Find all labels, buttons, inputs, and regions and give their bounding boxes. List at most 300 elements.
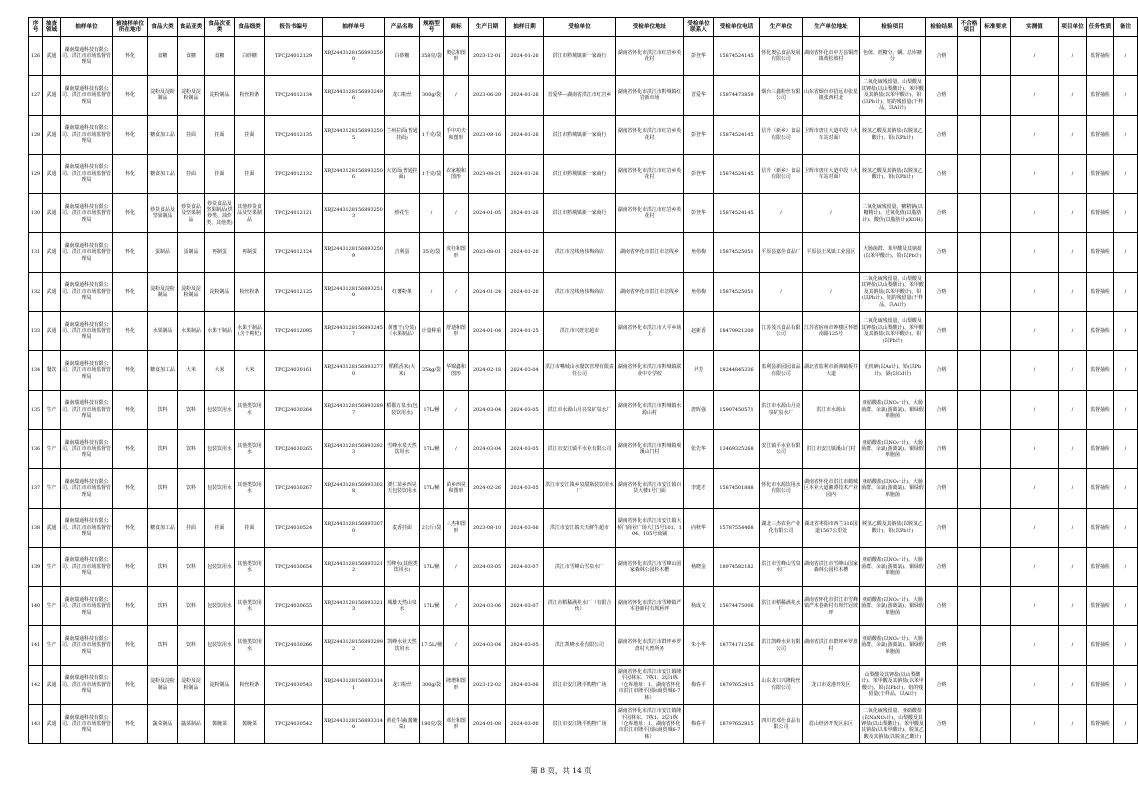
table-row [29,626,1138,665]
table-cell: 湖南省怀化市洪江市红岩乡英花村 [616,115,684,154]
column-header: 产品名称 [385,18,420,37]
table-cell: 湖南瑞通科技有限公司、洪江市市场监督管理局 [61,312,113,351]
table-cell: 隆增和图形 [444,665,469,704]
table-cell: 洪江市黔城镇新一家商行 [544,194,616,233]
table-cell: 糖食加工品 [148,115,178,154]
table-cell: 监督抽检 [1087,154,1114,193]
table-cell: 彭登华 [684,37,714,76]
table-cell: XBJ24431281568933070 [323,508,385,547]
table-cell: 湖南瑞通科技有限公司、洪江市市场监督管理局 [61,390,113,429]
table-cell: 怀化 [113,272,148,311]
table-cell: / [1059,154,1087,193]
table-cell: XBJ24431281568932457 [323,312,385,351]
table-cell [958,312,981,351]
table-cell: 湖南瑞通科技有限公司、洪江市市场监督管理局 [61,76,113,115]
table-row [29,115,1138,154]
table-cell: 135 [29,390,43,429]
table-cell: 洪江市安江镇平水业有限公司 [544,429,616,468]
table-cell: 湖南省怀化市洪江市黔城镇红岩新市场 [616,76,684,115]
table-cell [981,154,1011,193]
table-cell: 15787554468 [714,508,760,547]
table-cell: 湖南瑞通科技有限公司、洪江市市场监督管理局 [61,272,113,311]
table-cell: 食糖 [148,37,178,76]
table-cell: 包装饮用水 [205,469,235,508]
table-cell: 18797652815 [714,705,760,744]
table-cell: 彭登华 [684,194,714,233]
table-cell: 雪峰水泉天然饮用水 [385,429,420,468]
table-cell: 300g/袋 [420,665,444,704]
table-cell: / [1059,351,1087,390]
table-cell: 怀化市水源饮用水有限公司 [760,469,803,508]
table-cell: 凯峰水业天然饮用水 [385,626,420,665]
table-cell: 洪江凯峰水业有限公司 [544,626,616,665]
table-cell: 2024-01-26 [506,194,544,233]
table-cell [958,154,981,193]
table-cell: / [1114,272,1138,311]
table-cell: 130 [29,194,43,233]
table-cell: 湖南省怀化市洪江市群坪乡罗盘村大曾所务 [616,626,684,665]
table-cell: 雪峰水(其他类饮用水) [385,547,420,586]
table-cell: 合格 [926,665,958,704]
table-cell: 彭登华 [684,154,714,193]
table-cell: 合格 [926,154,958,193]
table-cell: / [1059,390,1087,429]
table-cell: 湖南省怀化市洪江市黔城镇水源山村 [616,390,684,429]
table-cell: 合格 [926,705,958,744]
table-cell: 三杰和图形 [444,508,469,547]
table-cell: 食糖 [205,37,235,76]
table-cell: / [444,76,469,115]
table-cell: 18974582182 [714,547,760,586]
table-cell: 129 [29,154,43,193]
table-cell: 炒花生 [385,194,420,233]
table-cell: 生产 [43,587,61,626]
table-cell: 烟台三鑫粉丝有限公司 [760,76,803,115]
table-cell: 武通 [43,115,61,154]
table-cell: 赵新香 [684,312,714,351]
column-header: 检验项目 [860,18,926,37]
table-cell: 湖南瑞通科技有限公司、洪江市市场监督管理局 [61,665,113,704]
table-cell: 武通 [43,312,61,351]
table-cell: 2024-03-05 [506,390,544,429]
table-cell: 2023-12-01 [469,37,506,76]
table-cell: / [444,194,469,233]
header-row [29,18,1138,37]
table-cell: 134 [29,351,43,390]
table-cell: 炒货食品及坚果制品(烘炒类、油炸类、其他类) [205,194,235,233]
table-cell: 亚硝酸盐(以NO₂⁻计)、大肠菌群、余氯(游离氯)、铜绿假单胞菌 [860,547,926,586]
table-cell: 稻都万泉水(包装饮用水) [385,390,420,429]
table-cell: 15874475006 [714,587,760,626]
table-cell: 白砂糖 [385,37,420,76]
table-cell: 华锦鑫和图形 [444,351,469,390]
column-header: 食品亚类 [178,18,205,37]
table-cell: 山东龙口兴隆粉丝有限公司 [760,665,803,704]
table-cell: 湖南省怀化市洪江市雪峰山国家森林公园杉木槽 [616,547,684,586]
table-cell: 2024-03-06 [506,665,544,704]
table-cell: 挂面 [178,115,205,154]
table-cell: 监督抽检 [1087,469,1114,508]
table-cell: TPCJ24012095 [265,312,323,351]
table-cell: 尹芳 [684,351,714,390]
table-cell: / [1114,429,1138,468]
table-cell: 淀粉及淀粉制品 [178,665,205,704]
table-cell: 监利县新园园食品有限公司 [760,351,803,390]
column-header: 标准要求 [981,18,1011,37]
table-cell: XBJ24431281568932506 [323,154,385,193]
table-row [29,154,1138,193]
table-cell: / [1011,587,1059,626]
table-cell: 监督抽检 [1087,390,1114,429]
table-cell: 洪江市雪峰山雪泉水厂 [760,547,803,586]
table-cell: 怀化 [113,469,148,508]
table-cell: 武通 [43,154,61,193]
table-cell: 1千克/袋 [420,154,444,193]
table-cell: 饮料 [178,429,205,468]
table-cell: TPCJ24030654 [265,547,323,586]
table-cell: 合格 [926,37,958,76]
table-cell: 合格 [926,272,958,311]
table-cell: 包装饮用水 [205,626,235,665]
table-cell: 2024-03-05 [506,429,544,468]
table-cell: 2024-03-07 [506,587,544,626]
table-cell: 怀化 [113,665,148,704]
table-cell: 2024-03-06 [469,587,506,626]
table-cell: / [1114,312,1138,351]
table-cell: 2024-01-26 [506,154,544,193]
table-cell: 监督抽检 [1087,194,1114,233]
table-cell: 其他类饮用水 [235,429,265,468]
table-cell: 挂面 [205,508,235,547]
table-cell [958,547,981,586]
table-cell: 湖南省怀化市洪江市安江镇隆平园林东、7栋1、2层1栋（仓库地址：1、湖南省怀化市洪江市隆平国际商贸城6-7栋） [616,665,684,704]
table-cell: 127 [29,76,43,115]
table-cell: 138 [29,508,43,547]
table-row [29,351,1138,390]
table-cell: / [444,272,469,311]
table-cell: / [1059,665,1087,704]
table-cell: / [1011,115,1059,154]
table-cell: 怀化 [113,115,148,154]
table-cell: 饮料 [148,587,178,626]
table-cell: TPCJ24030543 [265,665,323,704]
table-cell: 怀化 [113,626,148,665]
table-cell: / [1114,705,1138,744]
table-cell: 2024-02-26 [469,469,506,508]
table-cell: 淀粉及淀粉制品 [148,272,178,311]
inspection-table [28,17,1138,744]
table-cell: 麦香挂面 [385,508,420,547]
table-cell [981,390,1011,429]
table-cell [958,705,981,744]
table-cell: 农家粮和图形 [444,154,469,193]
table-cell: 洪江市安江镇溪山门村 [803,429,860,468]
table-cell: 湖北三杰农业产业化有限公司 [760,508,803,547]
table-cell: 湖南瑞通科技有限公司、洪江市市场监督管理局 [61,508,113,547]
table-row [29,547,1138,586]
table-cell: 洪江市雪峰山雪泉水厂 [544,547,616,586]
table-cell: / [1114,351,1138,390]
table-cell: 湖南省怀化市洪江市红岩乡英花村 [616,194,684,233]
table-cell: / [803,272,860,311]
table-row [29,508,1138,547]
table-cell: 再制蛋 [235,233,265,272]
table-cell: 300g/袋 [420,76,444,115]
table-cell: 脱氢乙酸及其钠盐(以脱氢乙酸计)、铅(以Pb计) [860,154,926,193]
table-cell [958,115,981,154]
table-cell: 合格 [926,547,958,586]
table-cell: 怀化 [113,312,148,351]
table-cell: / [1114,76,1138,115]
table-cell: 糖食加工品 [148,508,178,547]
table-cell: / [1011,272,1059,311]
table-cell: / [1011,429,1059,468]
table-cell: / [1011,508,1059,547]
table-cell: / [803,194,860,233]
table-cell: / [1011,37,1059,76]
table-cell: 合格 [926,233,958,272]
table-cell: 二氧化硫残留量、山梨酸及其钾盐(以山梨酸计)、苯甲酸及其钠盐(以苯甲酸计)、铅(以Pb计) [860,312,926,351]
table-cell: 龙口市龙港开发区 [803,665,860,704]
table-row [29,587,1138,626]
table-cell [958,508,981,547]
table-cell: 粉丝粉条 [235,665,265,704]
table-cell: 15874524145 [714,194,760,233]
table-cell: 湖南省怀化市洪江市安江镇隆平园林东、7栋1、2层1栋（仓库地址：1、湖南省怀化市洪江市隆平国际商贸城6-7栋） [616,705,684,744]
table-cell: 生产 [43,469,61,508]
table-cell: / [444,429,469,468]
column-header: 抽样日期 [506,18,544,37]
column-header: 抽样单位 [61,18,113,37]
table-cell: 亚硝酸盐(以NO₂⁻计)、大肠菌群、余氯(游离氯)、铜绿假单胞菌 [860,626,926,665]
table-cell: 包装饮用水 [205,390,235,429]
table-cell [981,705,1011,744]
table-cell: 监督抽检 [1087,547,1114,586]
table-cell: / [1059,312,1087,351]
table-cell: TPCJ24012125 [265,272,323,311]
table-cell: 包装饮用水 [205,587,235,626]
table-cell: XBJ24431281568932923 [323,429,385,468]
table-row [29,76,1138,115]
table-cell: / [1059,429,1087,468]
table-cell: 136 [29,429,43,468]
table-cell: 兰州拉面(普通挂面) [385,115,420,154]
table-row [29,233,1138,272]
table-cell: 湖南瑞通科技有限公司、洪江市市场监督管理局 [61,429,113,468]
table-cell: / [1011,154,1059,193]
table-body [29,37,1138,744]
table-cell: 苗乡西昊和图形 [444,469,469,508]
table-cell: 酱腌菜 [235,705,265,744]
table-cell: XBJ24431281568933212 [323,547,385,586]
table-cell: 武通 [43,194,61,233]
table-cell: TPCJ24030266 [265,626,323,665]
table-cell: 湖南瑞通科技有限公司、洪江市市场监督管理局 [61,626,113,665]
table-cell: 生产 [43,547,61,586]
table-cell [981,429,1011,468]
table-cell: / [1114,115,1138,154]
table-cell: 城雄天然山泉水 [385,587,420,626]
table-cell: / [1059,233,1087,272]
table-cell: 2023-08-16 [469,115,506,154]
table-cell: TPCJ24030265 [265,429,323,468]
table-cell: 洪江市水源山月亮泉矿泉水厂 [544,390,616,429]
table-cell: 湖南瑞通科技有限公司、洪江市市场监督管理局 [61,547,113,586]
table-cell: 13469325268 [714,429,760,468]
table-cell: / [760,194,803,233]
table-cell: 食糖 [178,37,205,76]
table-cell: 合格 [926,508,958,547]
table-cell: 怀化 [113,76,148,115]
table-cell: / [1011,390,1059,429]
table-cell: 洪江市黔城镇新一家商行 [544,37,616,76]
table-cell: / [1059,547,1087,586]
table-cell: 饮料 [148,469,178,508]
table-cell: 挂面 [235,154,265,193]
table-cell: 怀化 [113,154,148,193]
table-cell: / [1011,312,1059,351]
table-cell: / [1011,626,1059,665]
table-cell: 湖北省监利市新洲镇板井大道 [803,351,860,390]
table-cell [958,76,981,115]
table-cell: 2023-08-10 [469,508,506,547]
table-cell: 怀化 [113,508,148,547]
table-cell: 洪江市水源山月亮泉矿泉水厂 [760,390,803,429]
table-cell: 大宽面(普通挂面) [385,154,420,193]
table-cell: 怀化 [113,390,148,429]
column-header: 食品细类 [235,18,265,37]
table-cell: 湖南省怀化市洪江市红岩乡英花村 [616,37,684,76]
table-cell: 奥弘和图形 [444,37,469,76]
table-cell: 脱氢乙酸及其钠盐(以脱氢乙酸计)、铅(以Pb计) [860,115,926,154]
table-cell [981,312,1011,351]
table-cell: 生产 [43,626,61,665]
table-cell: 二氧化硫残留量、亚硝酸盐(以NaNO₂计)、山梨酸及其钾盐(以山梨酸计)、苯甲酸及其钠盐(以苯甲酸计)、脱氢乙酸及其钠盐(以脱氢乙酸计) [860,705,926,744]
table-cell: 怀化 [113,37,148,76]
table-cell: 山东省烟台市招远市张星镇张西村北 [803,76,860,115]
table-cell: 虎径和图形 [444,233,469,272]
table-cell: 包装饮用水 [205,429,235,468]
table-cell: 炒货食品及坚果制品 [178,194,205,233]
table-cell: 餐饮 [43,351,61,390]
table-cell: 眉山经济开发区东区 [803,705,860,744]
table-cell: 水果干制品 [205,312,235,351]
table-cell: 蛋制品 [148,233,178,272]
table-cell: 17L/桶 [420,587,444,626]
table-cell: / [1011,351,1059,390]
table-cell: 安江镇平水业有限公司 [760,429,803,468]
table-cell: 卫辉市唐庄大道中段（火车站对面） [803,115,860,154]
table-cell: 358克/袋 [420,37,444,76]
table-row [29,312,1138,351]
table-cell: 怀化 [113,233,148,272]
table-cell: / [1011,194,1059,233]
table-cell: 湖南瑞通科技有限公司、洪江市市场监督管理局 [61,469,113,508]
table-header [29,18,1138,37]
table-cell: 梅春平 [684,705,714,744]
table-cell: TPCJ24012134 [265,76,323,115]
table-cell: 湖南省怀化市洪江市红岩乡英花村 [616,154,684,193]
table-cell: TPCJ24030542 [265,705,323,744]
table-cell: 1千克/袋 [420,115,444,154]
table-cell: 洪江市黔城镇新一家商行 [544,154,616,193]
table-cell: 15874501888 [714,469,760,508]
column-header: 受检单位联系人 [684,18,714,37]
table-cell: / [1114,469,1138,508]
column-header: 生产日期 [469,18,506,37]
table-cell: 挂面 [235,115,265,154]
table-cell: / [1114,154,1138,193]
table-cell: 向秋华 [684,508,714,547]
table-cell: 合格 [926,76,958,115]
table-cell: 亚硝酸盐(以NO₂⁻计)、大肠菌群、余氯(游离氯)、铜绿假单胞菌 [860,469,926,508]
table-cell: 挂面 [178,508,205,547]
table-cell [958,233,981,272]
table-cell: 合格 [926,587,958,626]
table-cell: 2024-03-06 [506,705,544,744]
table-cell [958,626,981,665]
table-cell [958,194,981,233]
table-cell [981,547,1011,586]
table-cell [958,429,981,468]
table-cell: 大肠菌群、苯甲酸及其钠盐(以苯甲酸计)、铅(以Pb计) [860,233,926,272]
table-cell: 信升（新乡）食品有限公司 [760,154,803,193]
table-cell: 128 [29,115,43,154]
table-cell: 141 [29,626,43,665]
table-cell: XBJ24431281568932496 [323,76,385,115]
table-cell: 其他炒货食品及坚果制品 [235,194,265,233]
table-cell: 平原县王凤镇工业园区 [803,233,860,272]
table-cell: 2公斤/袋 [420,508,444,547]
table-row [29,429,1138,468]
table-cell [981,76,1011,115]
table-cell: 湖南瑞通科技有限公司、洪江市市场监督管理局 [61,351,113,390]
table-cell: 二氧化硫残留量、糖精钠(以糖精计)、过氧化值(以脂肪计)、酸价(以脂肪计)(KOH) [860,194,926,233]
table-cell: 湖南瑞通科技有限公司、洪江市市场监督管理局 [61,587,113,626]
table-cell: 杨晓金 [684,547,714,586]
table-cell: / [444,390,469,429]
table-cell: 湖南省怀化市洪江市岔线乡 [616,272,684,311]
column-header: 抽查领域 [43,18,61,37]
table-cell: 126 [29,37,43,76]
table-cell: 2024-03-05 [506,469,544,508]
table-cell: 17L/桶 [420,469,444,508]
table-cell [981,508,1011,547]
table-cell: 合格 [926,351,958,390]
table-cell: 大米 [205,351,235,390]
table-cell [958,469,981,508]
table-cell: 湖南瑞通科技有限公司、洪江市市场监督管理局 [61,705,113,744]
table-cell: 合格 [926,115,958,154]
column-header: 任务性质 [1087,18,1114,37]
table-cell [958,587,981,626]
table-cell: 洪江市安江镇乡泉甜瓶装饮用水厂 [544,469,616,508]
table-cell: 17L/桶 [420,390,444,429]
table-cell: / [1114,508,1138,547]
table-cell: 监督抽检 [1087,37,1114,76]
table-cell: 25kg/袋 [420,351,444,390]
column-header: 项目单位 [1059,18,1087,37]
table-cell: / [1114,665,1138,704]
table-cell: 怀化 [113,705,148,744]
table-cell [981,272,1011,311]
table-cell: TPCJ24012132 [265,154,323,193]
table-cell: 洪江市安江隆平购物广场 [544,705,616,744]
table-cell: 湖南省怀化市洪江市雪峰镇严木巷新村有坝竹冠坡坪 [803,587,860,626]
table-cell: 湖南省洪江市群坪乡罗盘村 [803,626,860,665]
column-header: 不合格项目 [958,18,981,37]
table-cell: / [1114,194,1138,233]
